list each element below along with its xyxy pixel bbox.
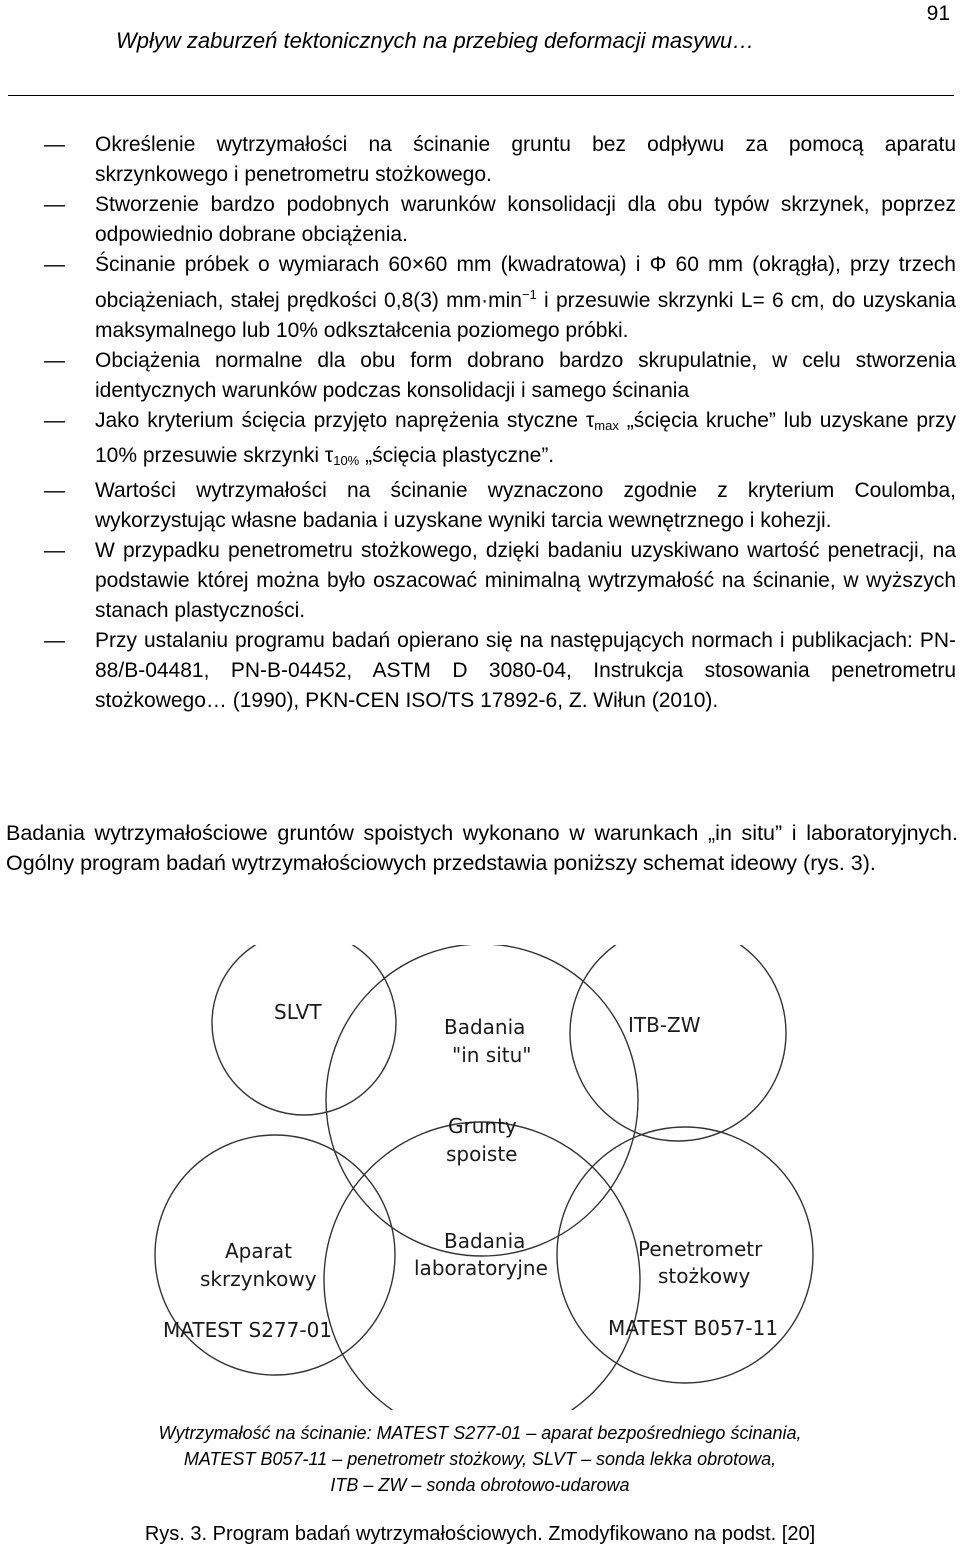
list-item — [0, 536, 960, 626]
legend-line: ITB – ZW – sonda obrotowo-udarowa — [330, 1475, 630, 1495]
label-lab-line2: laboratoryjne — [414, 1256, 548, 1280]
label-matest-s277: MATEST S277-01 — [163, 1318, 333, 1342]
figure-legend — [0, 1420, 960, 1498]
list-item-text: i przesuwie skrzynki L= 6 cm, do uzyskania maksymalnego lub 10% odkształcenia poziomego próbki. — [95, 289, 956, 342]
label-aparat-line1: Aparat — [225, 1239, 292, 1263]
list-item — [0, 130, 960, 190]
list-item-text: „ścięcia kruche” lub uzyskane przy 10% przesuwie skrzynki τ — [95, 409, 957, 467]
label-grunty-line1: Grunty — [448, 1114, 517, 1138]
list-item-text: W przypadku penetrometru stożkowego, dzięki badaniu uzyskiwano wartość penetracji, na podstawie której można było oszacować minimalną wytrzymałość na ścinanie, w wyższych stanach plastyczności. — [95, 539, 956, 622]
dash-marker: — — [44, 539, 65, 562]
dash-marker: — — [44, 479, 65, 502]
list-item-text: „ścięcia plastyczne”. — [359, 444, 555, 467]
label-pen-line1: Penetrometr — [638, 1237, 763, 1261]
circle-itb-zw — [570, 945, 786, 1141]
intro-paragraph: Badania wytrzymałościowe gruntów spoistych wykonano w warunkach „in situ” i laboratoryjnych. Ogólny program badań wytrzymałościowych przedstawia poniższy schemat ideowy (rys. 3). — [6, 821, 958, 875]
label-matest-b057: MATEST B057-11 — [608, 1316, 779, 1340]
header-rule — [8, 95, 954, 96]
list-item-text: Jako kryterium ścięcia przyjęto naprężenia styczne τ — [95, 409, 595, 432]
dash-marker: — — [44, 409, 65, 432]
method-list — [0, 130, 960, 716]
dash-marker: — — [44, 253, 65, 276]
legend-line: Wytrzymałość na ścinanie: MATEST S277-01 – aparat bezpośredniego ścinania, — [158, 1423, 802, 1443]
label-pen-line2: stożkowy — [658, 1264, 751, 1288]
list-item-text: Ścinanie próbek o wymiarach 60×60 mm (kwadratowa) i Φ 60 mm (okrągła), przy trzech obciążeniach, stałej prędkości 0,8(3) mm·min — [95, 253, 956, 312]
list-item-text: Obciążenia normalne dla obu form dobrano bardzo skrupulatnie, w celu stworzenia identycznych warunków podczas konsolidacji i samego ścinania — [95, 349, 956, 402]
list-item-text: Stworzenie bardzo podobnych warunków konsolidacji dla obu typów skrzynek, poprzez odpowiednio dobrane obciążenia. — [95, 193, 956, 246]
subscript: max — [594, 418, 619, 433]
list-item — [0, 626, 960, 716]
label-in-situ-line1: Badania — [444, 1015, 526, 1039]
legend-line: MATEST B057-11 – penetrometr stożkowy, SLVT – sonda lekka obrotowa, — [183, 1449, 777, 1469]
list-item — [0, 346, 960, 406]
page-number: 91 — [926, 2, 950, 25]
dash-marker: — — [44, 629, 65, 652]
label-itb-zw: ITB-ZW — [628, 1013, 701, 1037]
list-item-text: Przy ustalaniu programu badań opierano się na następujących normach i publikacjach: PN-88/B-04481, PN-B-04452, ASTM D 3080-04, Instrukcja stosowania penetrometru stożkowego… (1990), PKN-CEN ISO/TS 17892-6, Z. Wiłun (2010). — [95, 629, 956, 712]
list-item — [0, 250, 960, 346]
circle-slvt — [212, 945, 396, 1115]
label-in-situ-line2: "in situ" — [452, 1043, 532, 1067]
list-item-text: Wartości wytrzymałości na ścinanie wyznaczono zgodnie z kryterium Coulomba, wykorzystując własne badania i uzyskane wyniki tarcia wewnętrznego i kohezji. — [95, 479, 956, 532]
list-item — [0, 476, 960, 536]
list-item-text: Określenie wytrzymałości na ścinanie gruntu bez odpływu za pomocą aparatu skrzynkowego i penetrometru stożkowego. — [95, 133, 956, 186]
figure-caption: Rys. 3. Program badań wytrzymałościowych. Zmodyfikowano na podst. [20] — [144, 1523, 816, 1545]
superscript: −1 — [521, 287, 537, 302]
label-lab-line1: Badania — [444, 1229, 526, 1253]
circle-in-situ — [326, 945, 638, 1256]
dash-marker: — — [44, 349, 65, 372]
list-item — [0, 190, 960, 250]
label-slvt: SLVT — [274, 1000, 322, 1024]
venn-diagram — [150, 945, 830, 1410]
running-header: Wpływ zaburzeń tektonicznych na przebieg deformacji masywu… — [116, 28, 755, 53]
dash-marker: — — [44, 133, 65, 156]
label-grunty-line2: spoiste — [446, 1142, 518, 1166]
dash-marker: — — [44, 193, 65, 216]
subscript: 10% — [333, 453, 360, 468]
label-aparat-line2: skrzynkowy — [200, 1267, 317, 1291]
list-item — [0, 406, 960, 476]
